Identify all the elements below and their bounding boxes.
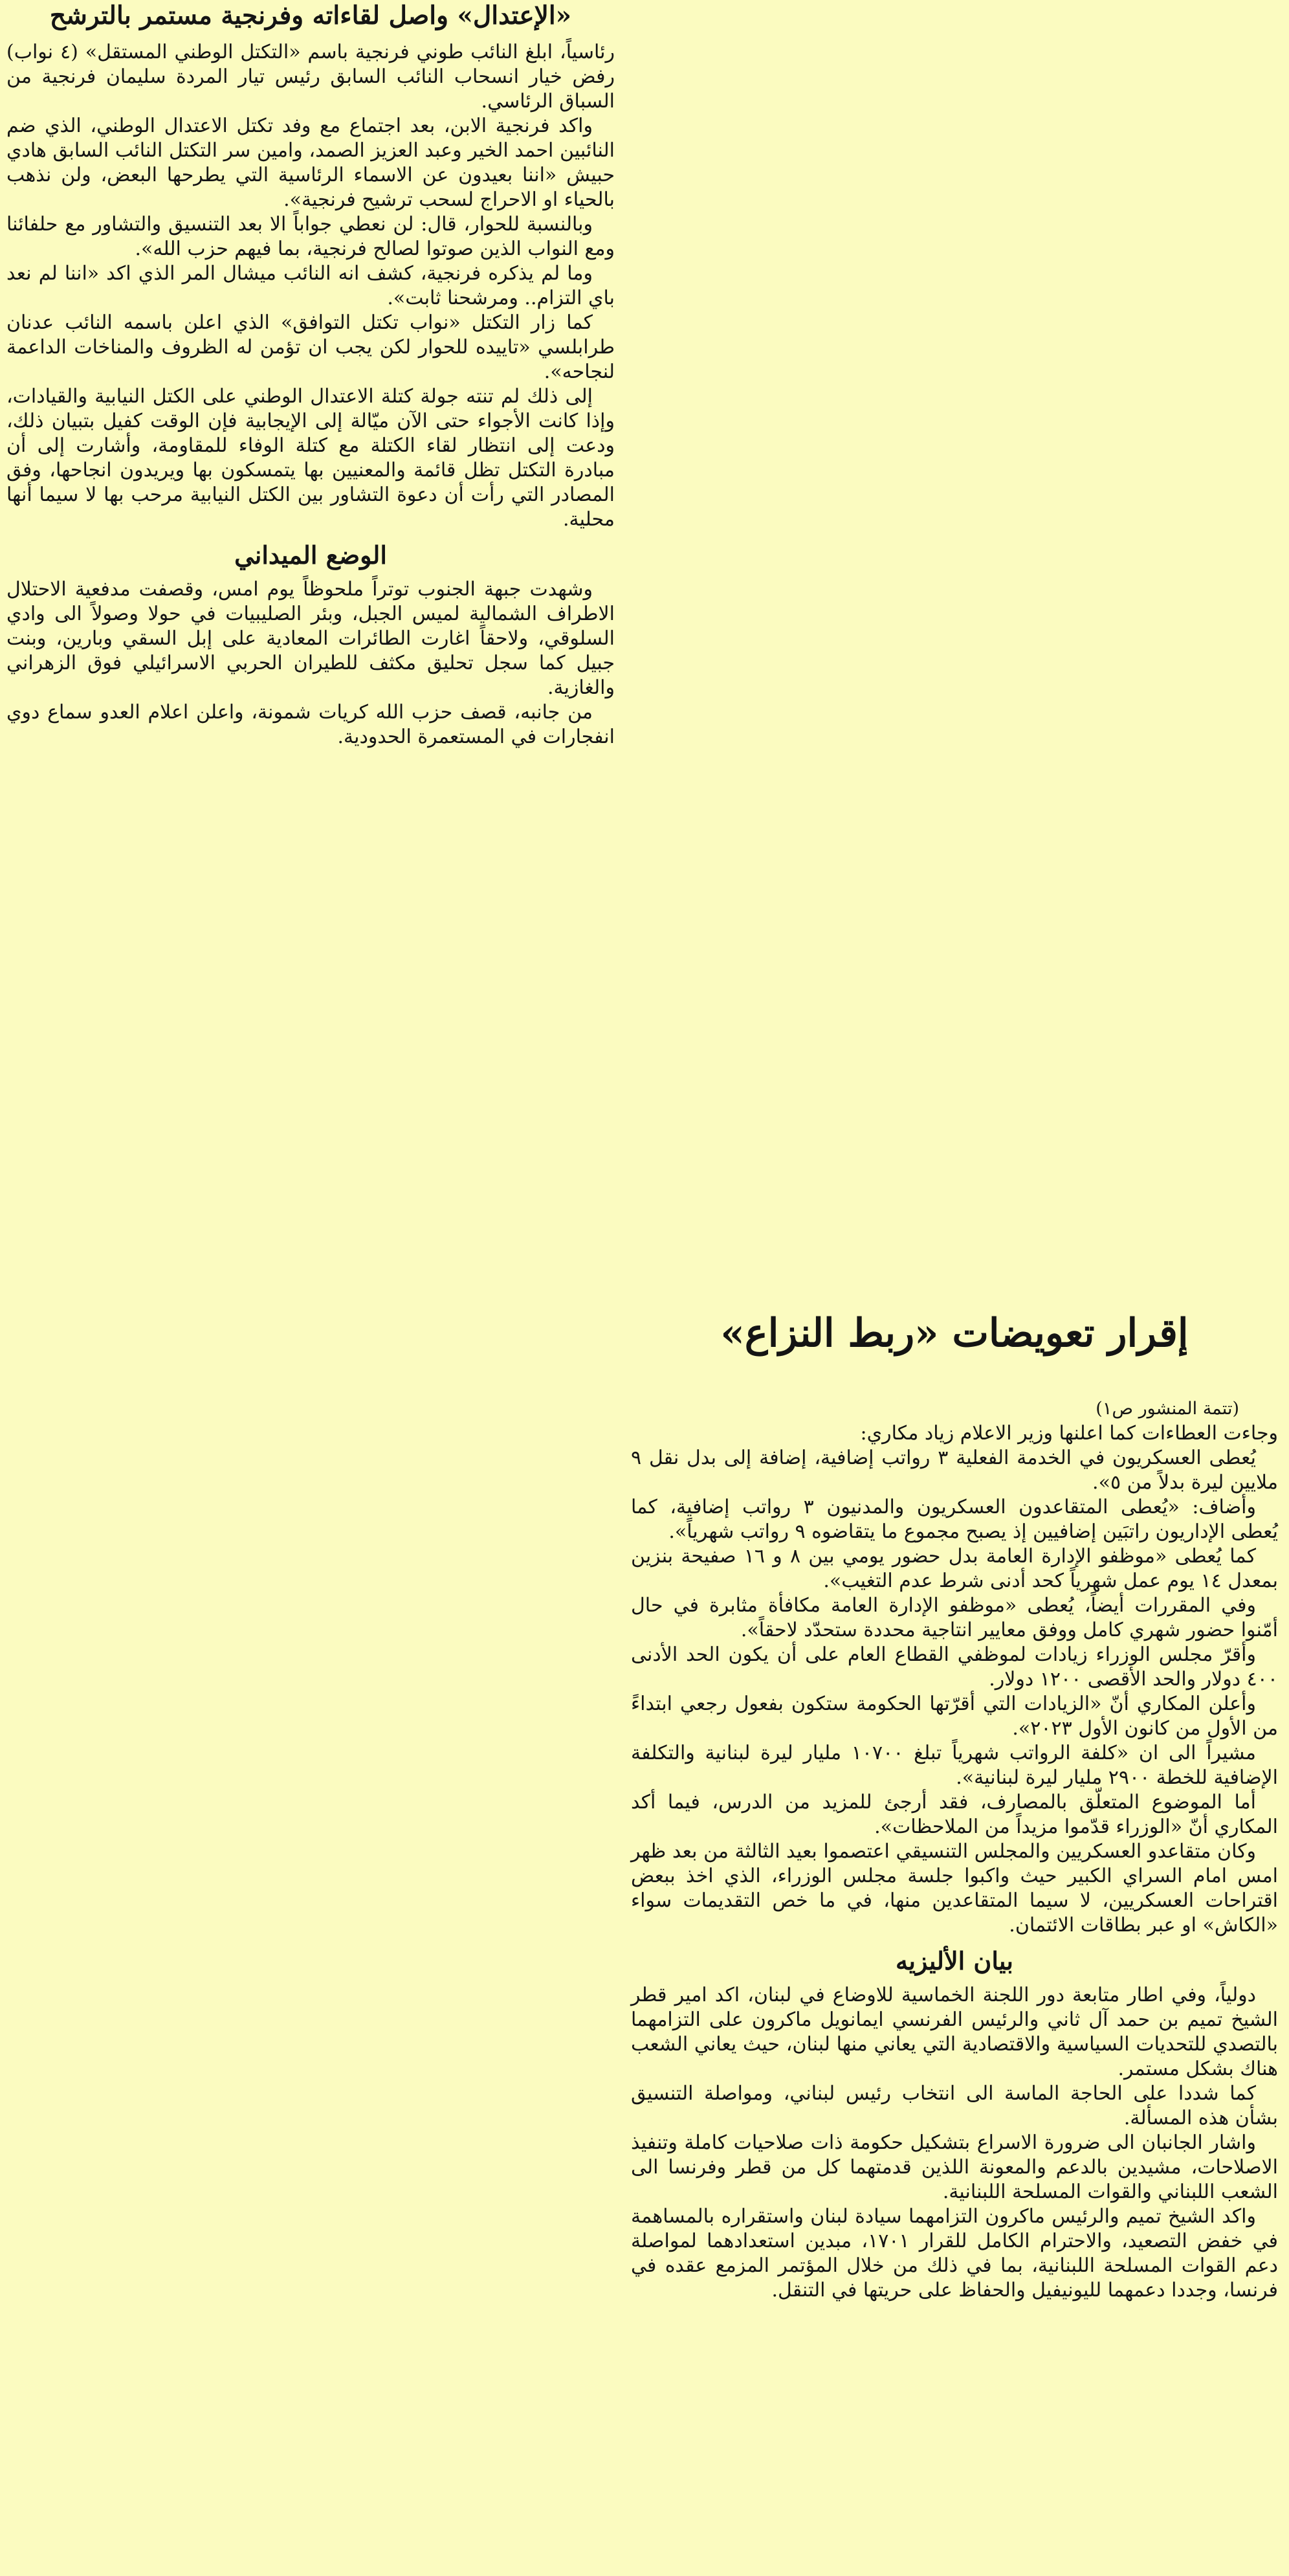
article-paragraph: واكد الشيخ تميم والرئيس ماكرون التزامهما سيادة لبنان واستقراره بالمساهمة في خفض التصعيد، والاحترام الكامل للقرار ١٧٠١، مبدين استعدادهما لمواصلة دعم القوات المسلحة اللبنانية، بما في ذلك من خلال المؤتمر المزمع عقده في فرنسا، وجددا دعمهما لليونيفيل والحفاظ على حريتها في التنقل. [631,2205,1278,2302]
article-paragraph: أما الموضوع المتعلّق بالمصارف، فقد أرجئ للمزيد من الدرس، فيما أكد المكاري أنّ «الوزراء قدّموا مزيداً من الملاحظات». [631,1791,1278,1838]
article-paragraph: وبالنسبة للحوار، قال: لن نعطي جواباً الا بعد التنسيق والتشاور مع حلفائنا ومع النواب الذين صوتوا لصالح فرنجية، بما فيهم حزب الله». [6,213,615,260]
article-paragraph: وجاءت العطاءات كما اعلنها وزير الاعلام زياد مكاري: [860,1422,1278,1445]
article-paragraph: وأعلن المكاري أنّ «الزيادات التي أقرّتها الحكومة ستكون بفعول رجعي ابتداءً من الأول من كانون الأول ٢٠٢٣». [631,1693,1278,1740]
article-paragraph: رئاسياً، ابلغ النائب طوني فرنجية باسم «التكتل الوطني المستقل» (٤ نواب) رفض خيار انسحاب النائب السابق رئيس تيار المردة سليمان فرنجية من السباق الرئاسي. [6,41,615,113]
article-paragraph: يُعطى العسكريون في الخدمة الفعلية ٣ رواتب إضافية، إضافة إلى بدل نقل ٩ ملايين ليرة بدلاً من ٥». [631,1447,1278,1494]
section-subheading: بيان الأليزيه [896,1946,1013,1975]
article-moderation-bloc [6,0,615,749]
article-paragraph: وما لم يذكره فرنجية، كشف انه النائب ميشال المر الذي اكد «اننا لم نعد باي التزام.. ومرشحنا ثابت». [6,262,615,309]
article-paragraph: كما شددا على الحاجة الماسة الى انتخاب رئيس لبناني، ومواصلة التنسيق بشأن هذه المسألة. [631,2082,1278,2129]
article-paragraph: وفي المقررات أيضاً، يُعطى «موظفو الإدارة العامة مكافأة مثابرة في حال أمّنوا حضور شهري كامل ووفق معايير انتاجية محددة ستحدّد لاحقاً». [631,1594,1278,1641]
article-paragraph: واكد فرنجية الابن، بعد اجتماع مع وفد تكتل الاعتدال الوطني، الذي ضم النائبين احمد الخير وعبد العزيز الصمد، وامين سر التكتل النائب السابق هادي حبيش «اننا بعيدون عن الاسماء الرئاسية التي يطرحها البعض، ولن نذهب بالحياء او الاحراج لسحب ترشيح فرنجية». [6,115,615,211]
article-paragraph: كما يُعطى «موظفو الإدارة العامة بدل حضور يومي بين ٨ و ١٦ صفيحة بنزين بمعدل ١٤ يوم عمل شهرياً كحد أدنى شرط عدم التغيب». [631,1545,1278,1592]
article-paragraph: واشار الجانبان الى ضرورة الاسراع بتشكيل حكومة ذات صلاحيات كاملة وتنفيذ الاصلاحات، مشيدين بالدعم والمعونة اللذين قدمتهما كل من قطر وفرنسا الى الشعب اللبناني والقوات المسلحة اللبنانية. [631,2131,1278,2203]
article-paragraph: وأقرّ مجلس الوزراء زيادات لموظفي القطاع العام على أن يكون الحد الأدنى ٤٠٠ دولار والحد الأقصى ١٢٠٠ دولار. [631,1643,1278,1691]
article-paragraph: دولياً، وفي اطار متابعة دور اللجنة الخماسية للاوضاع في لبنان، اكد امير قطر الشيخ تميم بن حمد آل ثاني والرئيس الفرنسي ايمانويل ماكرون على التزامهما بالتصدي للتحديات السياسية والاقتصادية التي يعاني منها لبنان، حيث يعاني الشعب هناك بشكل مستمر. [631,1984,1278,2080]
article-paragraph: كما زار التكتل «نواب تكتل التوافق» الذي اعلن باسمه النائب عدنان طرابلسي «تاييده للحوار لكن يجب ان تؤمن له الظروف والمناخات الداعمة لنجاحه». [6,311,615,383]
article-title: «الإعتدال» واصل لقاءاته وفرنجية مستمر بالترشح [49,1,572,30]
article-paragraph: وأضاف: «يُعطى المتقاعدون العسكريون والمدنيون ٣ رواتب إضافية، كما يُعطى الإداريون راتبَين إضافيين إذ يصبح مجموع ما يتقاضوه ٩ رواتب شهرياً». [631,1496,1278,1543]
section-subheading: الوضع الميداني [234,540,387,570]
continuation-note: (تتمة المنشور ص١) [1096,1399,1239,1419]
article-paragraph: مشيراً الى ان «كلفة الرواتب شهرياً تبلغ ١٠٧٠٠ مليار ليرة لبنانية والتكلفة الإضافية للخطة ٢٩٠٠ مليار ليرة لبنانية». [631,1742,1278,1789]
article-paragraph: إلى ذلك لم تنته جولة كتلة الاعتدال الوطني على الكتل النيابية والقيادات، وإذا كانت الأجواء حتى الآن ميّالة إلى الإيجابية فإن الوقت كفيل بتبيان ذلك، ودعت إلى انتظار لقاء الكتلة مع كتلة الوفاء للمقاومة، وأشارت إلى أن مبادرة التكتل تظل قائمة والمعنيين بها يتمسكون بها ويريدون انجاحها، وفق المصادر التي رأت أن دعوة التشاور بين الكتل النيابية مرحب بها لا سيما أنها محلية. [6,385,615,531]
article-paragraph: وكان متقاعدو العسكريين والمجلس التنسيقي اعتصموا بعيد الثالثة من بعد ظهر امس امام السراي الكبير حيث واكبوا جلسة مجلس الوزراء، الذي اخذ ببعض اقتراحات العسكريين، لا سيما المتقاعدين منها، في ما خص التقديمات سواء «الكاش» او عبر بطاقات الائتمان. [631,1840,1278,1937]
article-compensation [631,1307,1278,2303]
article-paragraph: وشهدت جبهة الجنوب توتراً ملحوظاً يوم امس، وقصفت مدفعية الاحتلال الاطراف الشمالية لميس الجبل، وبئر الصليبيات في حولا وصولاً الى وادي السلوقي، ولاحقاً اغارت الطائرات المعادية على إبل السقي وبارين، وبنت جبيل كما سجل تحليق مكثف للطيران الحربي الاسرائيلي فوق الزهراني والغازية. [6,578,615,699]
article-paragraph: من جانبه، قصف حزب الله كريات شمونة، واعلن اعلام العدو سماع دوي انفجارات في المستعمرة الحدودية. [6,701,615,748]
article-headline: إقرار تعويضات «ربط النزاع» [720,1311,1189,1356]
